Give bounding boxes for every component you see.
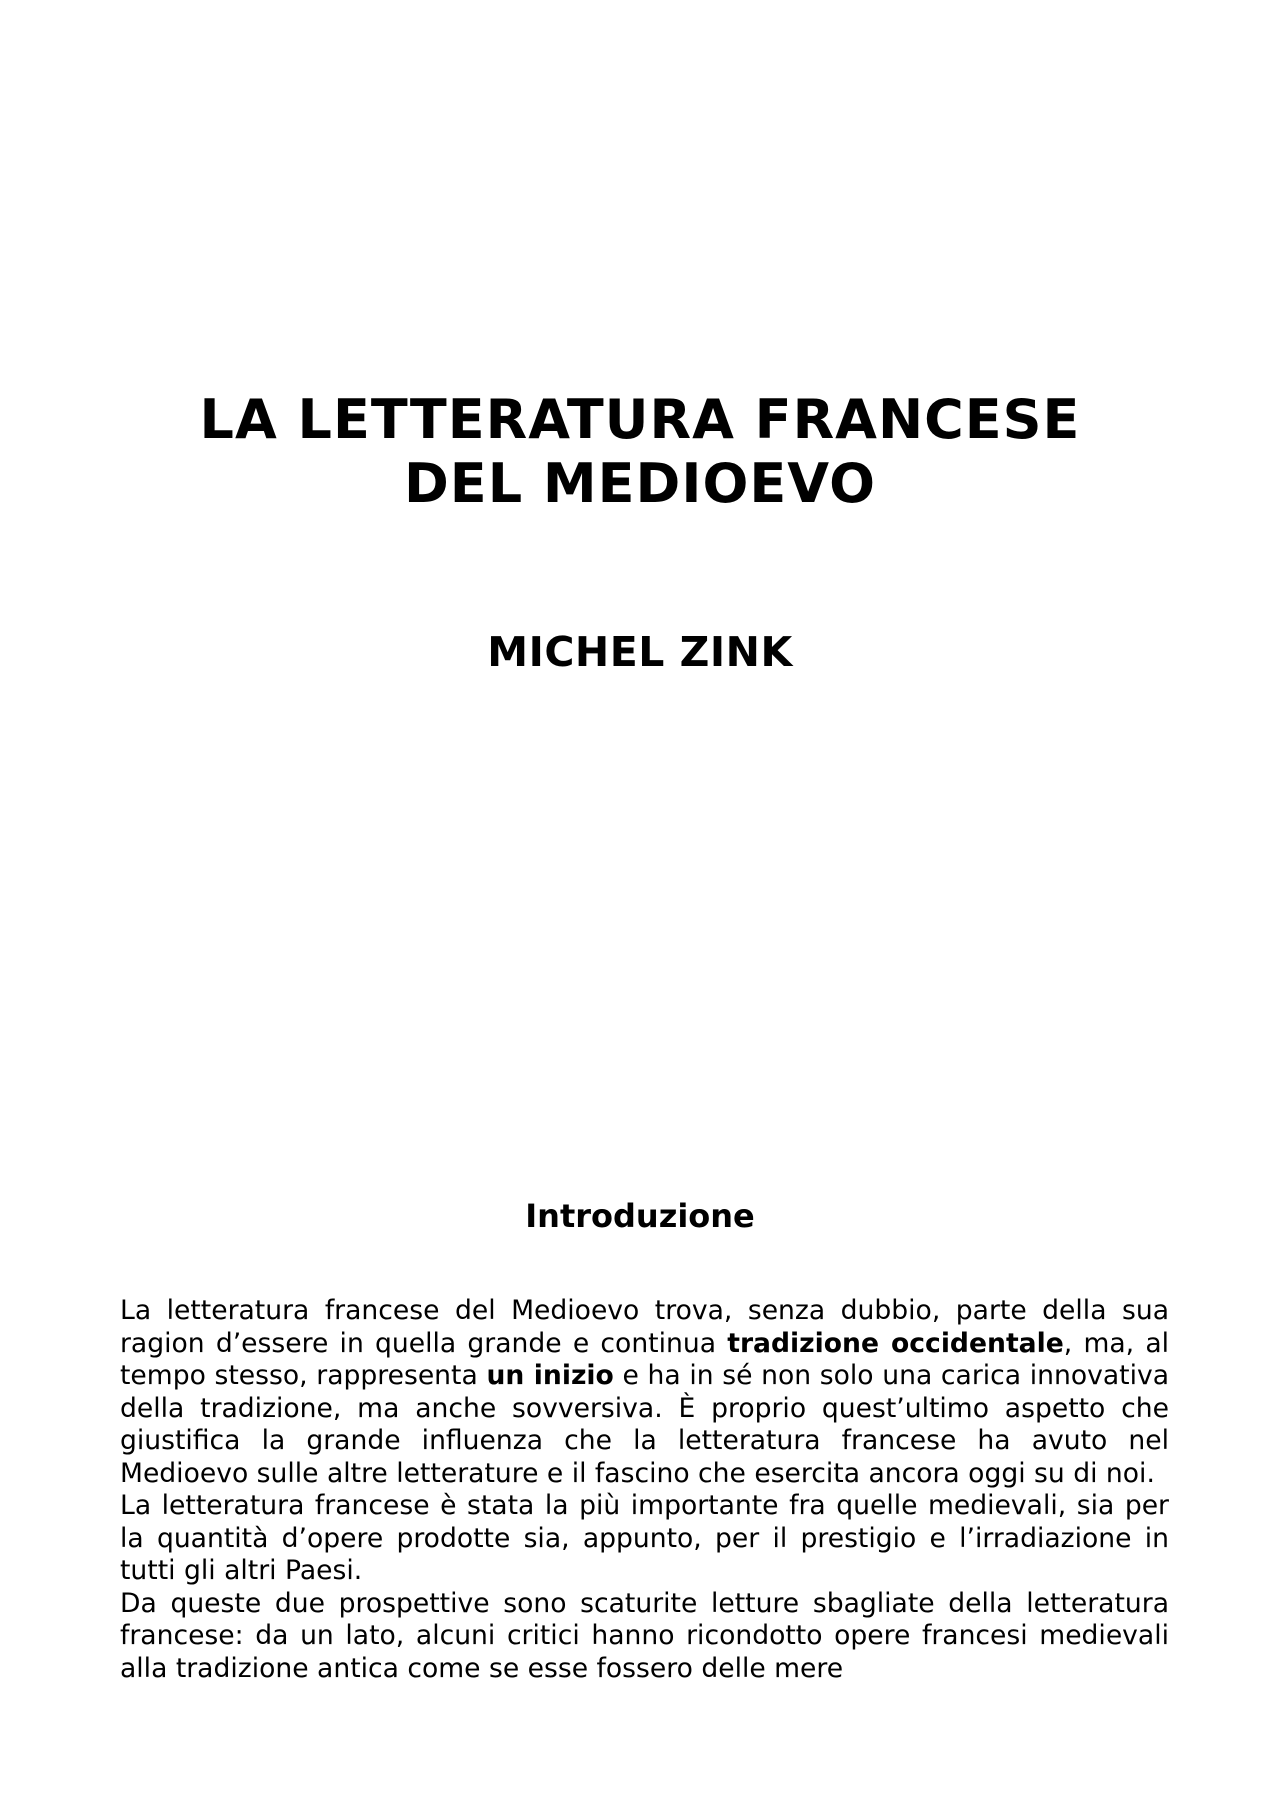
paragraph-2: La letteratura francese è stata la più importante fra quelle medievali, sia per la quantità d’opere prodotte sia, appunto, per il prestigio e l’irradiazione in tutti gli altri Paesi. — [120, 1490, 1169, 1586]
book-title-line-2: DEL MEDIOEVO — [403, 452, 876, 515]
section-heading-introduzione: Introduzione — [525, 1197, 755, 1235]
paragraph-1-text-a: La letteratura francese del Medioevo trova, senza dubbio, parte della sua ragion d’essere in quella grande e continua — [120, 1295, 1169, 1359]
book-title — [120, 388, 1160, 516]
paragraph-1-text-e: e ha in sé non solo una carica innovativa della tradizione, ma anche sovversiva. È proprio quest’ultimo aspetto che giustifica la grande influenza che la letteratura francese ha avuto nel Medioevo sulle altre letterature e il fascino che esercita ancora oggi su di noi. — [120, 1360, 1169, 1489]
author-name: MICHEL ZINK — [487, 628, 793, 676]
emphasis-un-inizio: un inizio — [486, 1360, 614, 1391]
paragraph-3: Da queste due prospettive sono scaturite letture sbagliate della letteratura francese: da un lato, alcuni critici hanno ricondotto opere francesi medievali alla tradizione antica come se esse fossero delle mere — [120, 1587, 1169, 1684]
paragraph-1 — [120, 1295, 1169, 1490]
emphasis-tradizione-occidentale: tradizione occidentale — [727, 1327, 1064, 1359]
paragraph-1-text-c: , ma, al tempo stesso, rappresenta — [120, 1327, 1170, 1391]
book-title-line-1: LA LETTERATURA FRANCESE — [199, 388, 1081, 451]
body-text — [120, 1295, 1169, 1685]
